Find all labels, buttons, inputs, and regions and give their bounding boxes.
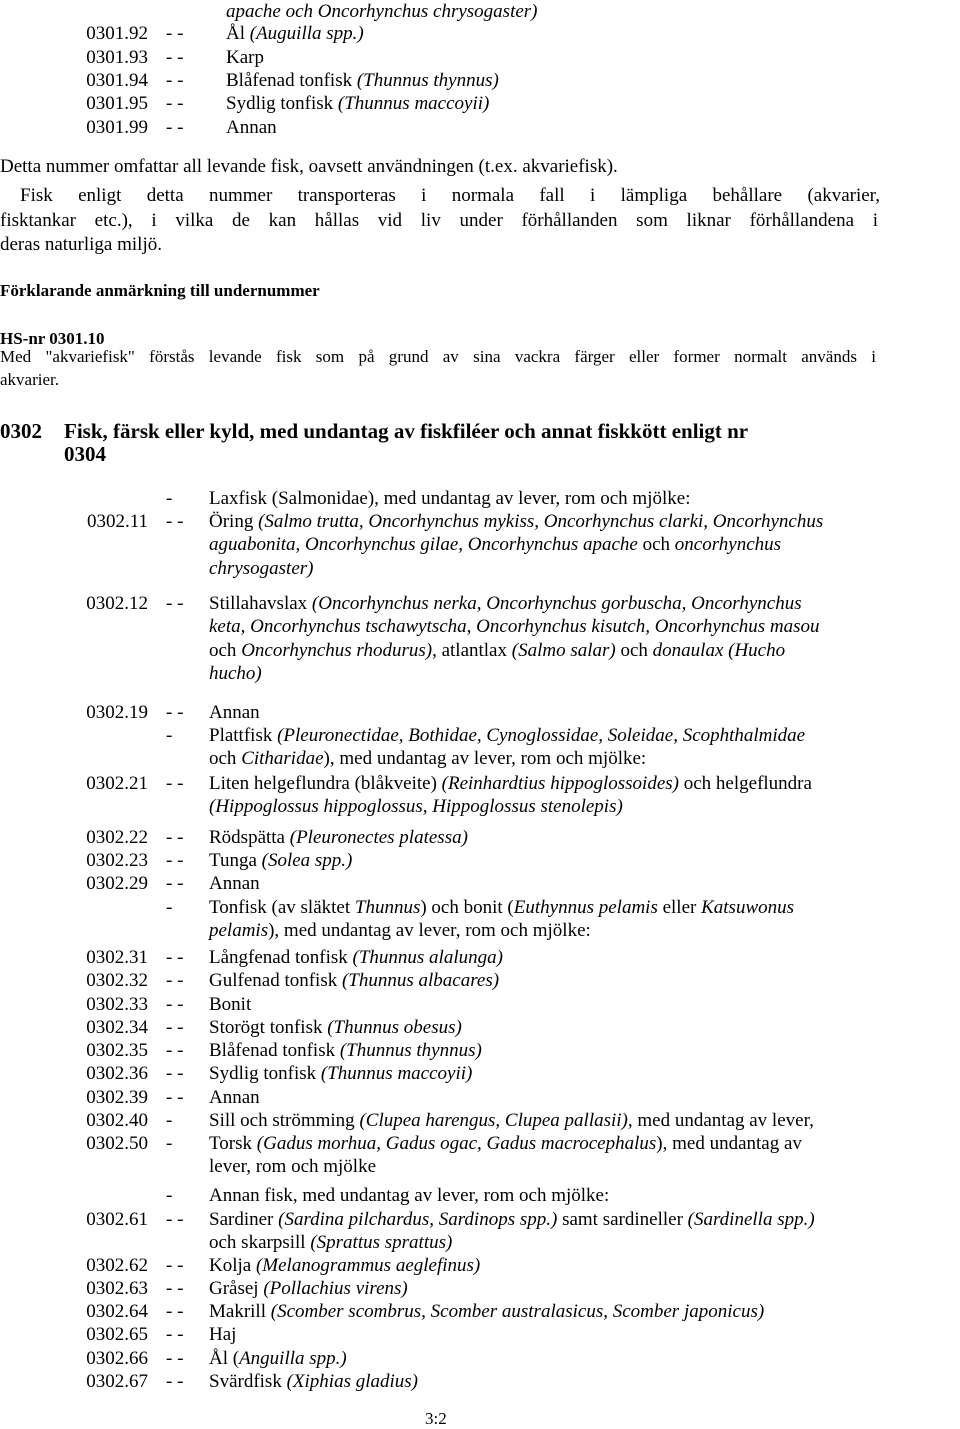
row-dash: -	[166, 1133, 173, 1154]
row-code: 0302.64	[86, 1301, 148, 1322]
row-description: Blåfenad tonfisk (Thunnus thynnus)	[226, 70, 499, 91]
row-dash: - -	[166, 511, 184, 532]
row-dash: - -	[166, 1209, 184, 1230]
note-heading: Förklarande anmärkning till undernummer	[0, 281, 320, 300]
note-line: akvarier.	[0, 370, 59, 389]
row-description: Rödspätta (Pleuronectes platessa)	[209, 827, 468, 848]
row-description: aguabonita, Oncorhynchus gilae, Oncorhynchus apache och oncorhynchus	[209, 534, 782, 556]
row-code: 0301.93	[86, 47, 148, 68]
row-code: 0302.39	[86, 1087, 148, 1108]
continuation-text: apache och Oncorhynchus chrysogaster)	[226, 1, 538, 22]
row-description: Annan	[226, 117, 277, 138]
row-dash: - -	[166, 970, 184, 991]
heading-code: 0302	[0, 419, 42, 443]
row-code: 0302.65	[86, 1324, 148, 1345]
row-code: 0302.61	[86, 1209, 148, 1230]
row-dash: -	[166, 725, 173, 746]
row-dash: - -	[166, 850, 184, 871]
row-dash: - -	[166, 1040, 184, 1061]
row-description: Tonfisk (av släktet Thunnus) och bonit (Euthynnus pelamis eller Katsuwonus	[209, 897, 795, 918]
row-description: Plattfisk (Pleuronectidae, Bothidae, Cynoglossidae, Soleidae, Scophthalmidae	[209, 725, 806, 746]
row-description: Sydlig tonfisk (Thunnus maccoyii)	[209, 1063, 473, 1084]
row-dash: - -	[166, 593, 184, 614]
row-dash: - -	[166, 873, 184, 894]
row-dash: - -	[166, 773, 184, 794]
row-dash: - -	[166, 702, 184, 723]
row-description: Makrill (Scomber scombrus, Scomber australasicus, Scomber japonicus)	[209, 1301, 765, 1322]
row-description: Blåfenad tonfisk (Thunnus thynnus)	[209, 1040, 482, 1061]
row-code: 0302.32	[86, 970, 148, 991]
row-dash: - -	[166, 93, 184, 114]
row-code: 0302.33	[86, 994, 148, 1015]
row-description: Annan	[209, 702, 260, 723]
row-code: 0302.12	[86, 593, 148, 614]
row-description: och Citharidae), med undantag av lever, rom och mjölke:	[209, 748, 647, 770]
row-dash: - -	[166, 1063, 184, 1084]
row-code: 0302.67	[86, 1371, 148, 1392]
row-code: 0302.22	[86, 827, 148, 848]
row-description: Haj	[209, 1324, 237, 1345]
row-code: 0302.62	[86, 1255, 148, 1276]
row-dash: - -	[166, 1017, 184, 1038]
heading-line-1: Fisk, färsk eller kyld, med undantag av fiskfiléer och annat fiskkött enligt nr	[64, 419, 749, 443]
row-dash: - -	[166, 1087, 184, 1108]
row-code: 0302.40	[86, 1110, 148, 1131]
paragraph-2-line: deras naturliga miljö.	[0, 234, 162, 255]
row-dash: - -	[166, 994, 184, 1015]
row-description: Annan fisk, med undantag av lever, rom och mjölke:	[209, 1185, 610, 1206]
row-code: 0302.19	[86, 702, 148, 723]
row-code: 0301.92	[86, 23, 148, 44]
paragraph-2-line: fisktankar etc.), i vilka de kan hållas vid liv under förhållanden som liknar förhållandena i	[0, 210, 878, 231]
row-dash: - -	[166, 47, 184, 68]
row-description: chrysogaster)	[209, 557, 314, 579]
note-hs-number: HS-nr 0301.10	[0, 329, 105, 348]
row-description: Storögt tonfisk (Thunnus obesus)	[209, 1017, 462, 1038]
row-description: Långfenad tonfisk (Thunnus alalunga)	[209, 947, 503, 968]
row-dash: -	[166, 897, 173, 918]
row-description: pelamis), med undantag av lever, rom och mjölke:	[209, 920, 591, 942]
row-description: Annan	[209, 873, 260, 894]
row-dash: - -	[166, 23, 184, 44]
row-description: (Hippoglossus hippoglossus, Hippoglossus stenolepis)	[209, 796, 623, 818]
row-description: Sardiner (Sardina pilchardus, Sardinops spp.) samt sardineller (Sardinella spp.)	[209, 1209, 815, 1230]
row-description: Kolja (Melanogrammus aeglefinus)	[209, 1255, 481, 1276]
row-code: 0302.11	[86, 511, 148, 532]
row-dash: -	[166, 1185, 173, 1206]
row-code: 0302.21	[86, 773, 148, 794]
note-line: Med "akvariefisk" förstås levande fisk som på grund av sina vackra färger eller former normalt används i	[0, 347, 876, 366]
row-dash: - -	[166, 70, 184, 91]
paragraph-2-line: Fisk enligt detta nummer transporteras i normala fall i lämpliga behållare (akvarier,	[20, 185, 880, 206]
row-dash: - -	[166, 1255, 184, 1276]
row-code: 0301.94	[86, 70, 148, 91]
row-code: 0302.36	[86, 1063, 148, 1084]
row-dash: - -	[166, 1371, 184, 1392]
row-code: 0301.99	[86, 117, 148, 138]
row-description: Torsk (Gadus morhua, Gadus ogac, Gadus macrocephalus), med undantag av	[209, 1133, 802, 1154]
row-description: Gulfenad tonfisk (Thunnus albacares)	[209, 970, 500, 991]
row-dash: -	[166, 488, 173, 509]
row-description: keta, Oncorhynchus tschawytscha, Oncorhynchus kisutch, Oncorhynchus masou	[209, 616, 820, 638]
row-dash: - -	[166, 1348, 184, 1369]
row-code: 0302.35	[86, 1040, 148, 1061]
row-dash: - -	[166, 1324, 184, 1345]
row-description: Tunga (Solea spp.)	[209, 850, 353, 871]
row-code: 0302.23	[86, 850, 148, 871]
row-dash: - -	[166, 827, 184, 848]
row-description: Bonit	[209, 994, 252, 1015]
row-description: Öring (Salmo trutta, Oncorhynchus mykiss, Oncorhynchus clarki, Oncorhynchus	[209, 511, 824, 532]
row-description: hucho)	[209, 662, 262, 684]
row-description: Sill och strömming (Clupea harengus, Clupea pallasii), med undantag av lever,	[209, 1110, 814, 1131]
row-description: Annan	[209, 1087, 260, 1108]
row-description: Svärdfisk (Xiphias gladius)	[209, 1371, 418, 1392]
page-number: 3:2	[425, 1409, 447, 1428]
row-code: 0302.34	[86, 1017, 148, 1038]
row-dash: - -	[166, 1301, 184, 1322]
row-dash: - -	[166, 117, 184, 138]
row-description: Stillahavslax (Oncorhynchus nerka, Oncorhynchus gorbuscha, Oncorhynchus	[209, 593, 802, 614]
row-dash: - -	[166, 1278, 184, 1299]
row-code: 0302.50	[86, 1133, 148, 1154]
row-description: Liten helgeflundra (blåkveite) (Reinhardtius hippoglossoides) och helgeflundra	[209, 773, 812, 794]
row-description: Karp	[226, 47, 264, 68]
row-code: 0302.31	[86, 947, 148, 968]
row-dash: -	[166, 1110, 173, 1131]
row-description: Gråsej (Pollachius virens)	[209, 1278, 408, 1299]
paragraph-1: Detta nummer omfattar all levande fisk, oavsett användningen (t.ex. akvariefisk).	[0, 156, 618, 177]
row-description: Ål (Auguilla spp.)	[226, 23, 364, 44]
row-description: och skarpsill (Sprattus sprattus)	[209, 1232, 453, 1254]
row-description: Ål (Anguilla spp.)	[209, 1348, 347, 1369]
row-description: och Oncorhynchus rhodurus), atlantlax (Salmo salar) och donaulax (Hucho	[209, 639, 786, 661]
row-dash: - -	[166, 947, 184, 968]
row-description: Laxfisk (Salmonidae), med undantag av lever, rom och mjölke:	[209, 488, 691, 509]
row-description: lever, rom och mjölke	[209, 1156, 377, 1178]
row-code: 0302.66	[86, 1348, 148, 1369]
row-code: 0301.95	[86, 93, 148, 114]
row-code: 0302.29	[86, 873, 148, 894]
row-description: Sydlig tonfisk (Thunnus maccoyii)	[226, 93, 490, 114]
heading-line-2: 0304	[64, 442, 106, 466]
row-code: 0302.63	[86, 1278, 148, 1299]
